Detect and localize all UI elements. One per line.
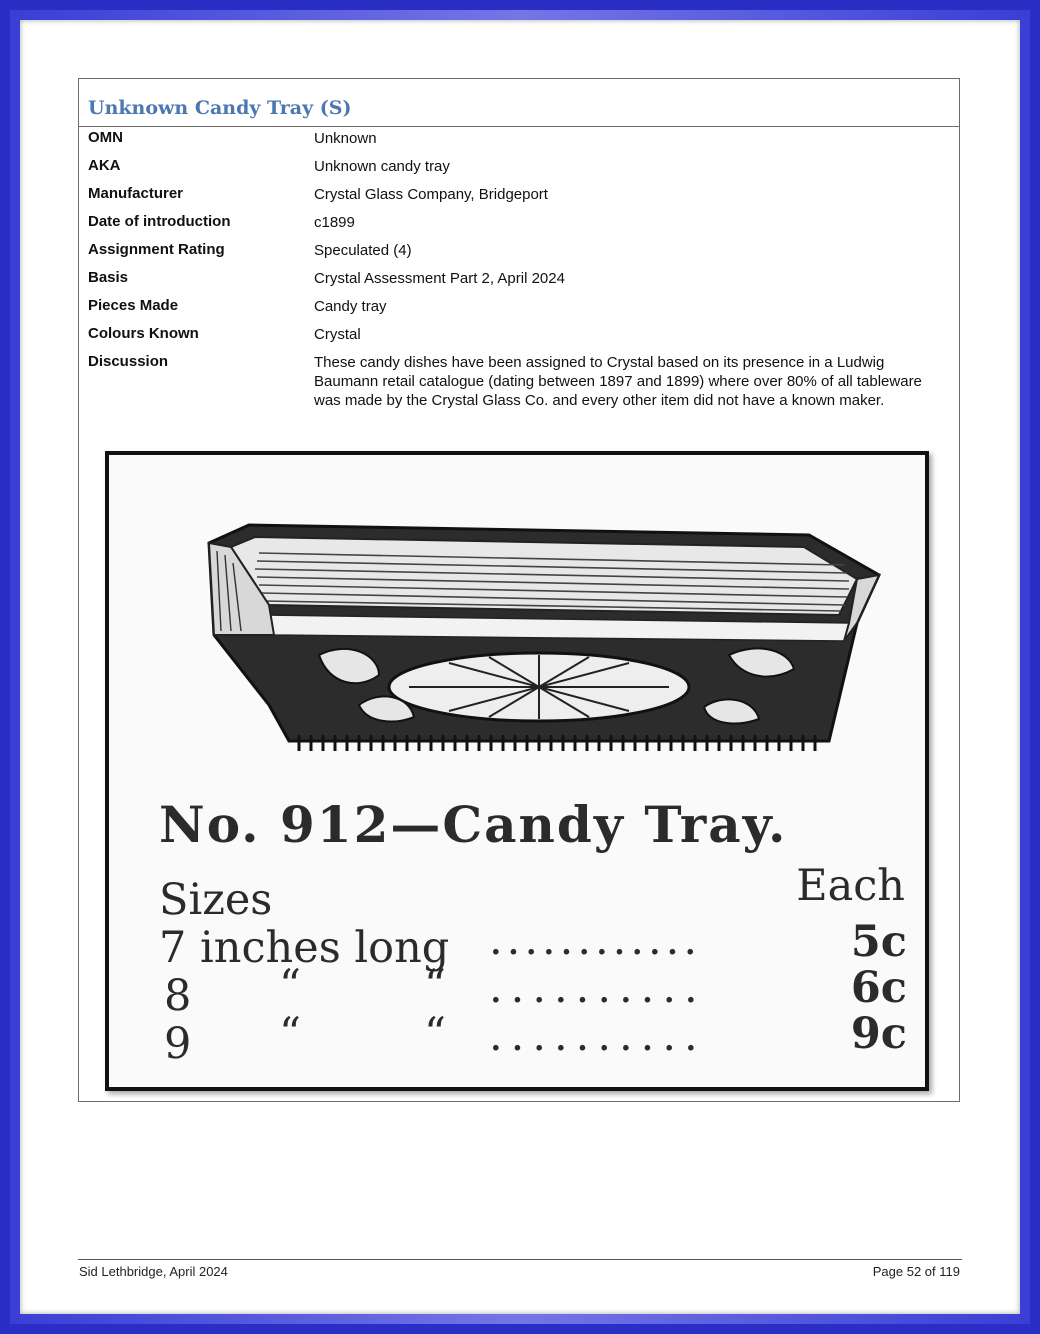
- size-row-1: 7 inches long: [159, 923, 450, 973]
- title-bar: [79, 79, 959, 127]
- catalogue-title: No. 912—Candy Tray.: [159, 795, 788, 854]
- field-label: Pieces Made: [88, 297, 179, 314]
- field-value: Crystal Assessment Part 2, April 2024: [314, 270, 565, 287]
- size-row-3: 9: [164, 1019, 192, 1069]
- field-label: Basis: [88, 269, 129, 286]
- ditto-mark: “: [424, 1009, 446, 1059]
- document-page: [20, 20, 1020, 1314]
- ditto-mark: “: [424, 961, 446, 1011]
- footer-divider: [78, 1259, 962, 1260]
- price-row-2: 6c: [850, 963, 907, 1013]
- each-label: Each: [796, 861, 905, 911]
- ditto-mark: “: [279, 961, 301, 1011]
- entry-title: Unknown Candy Tray (S): [88, 97, 352, 119]
- field-value: c1899: [314, 214, 355, 231]
- field-value: Speculated (4): [314, 242, 412, 259]
- field-label: Date of introduction: [88, 213, 231, 230]
- ditto-mark: “: [279, 1009, 301, 1059]
- field-value: These candy dishes have been assigned to Crystal based on its presence in a Ludwig Baumann retail catalogue (dating between 1897 and 1899) where over 80% of all tableware was made by the Crystal Glass Co. and every other item did not have a known maker.: [314, 354, 922, 409]
- leader-dots: ..........: [489, 963, 706, 1013]
- entry-box: [78, 78, 960, 1102]
- footer-author: Sid Lethbridge, April 2024: [79, 1264, 228, 1279]
- field-label: Manufacturer: [88, 185, 184, 202]
- field-label: OMN: [88, 129, 123, 146]
- field-value: Crystal: [314, 326, 361, 343]
- price-row-3: 9c: [850, 1009, 907, 1059]
- sizes-label: Sizes: [159, 875, 273, 925]
- field-label: Assignment Rating: [88, 241, 225, 258]
- field-value: Unknown candy tray: [314, 158, 450, 175]
- field-value: Crystal Glass Company, Bridgeport: [314, 186, 548, 203]
- field-label: Discussion: [88, 353, 169, 370]
- footer-page-number: Page 52 of 119: [872, 1264, 960, 1279]
- field-value: Candy tray: [314, 298, 387, 315]
- field-label: Colours Known: [88, 325, 199, 342]
- field-label: AKA: [88, 157, 121, 174]
- leader-dots: ............: [489, 915, 702, 965]
- leader-dots: ..........: [489, 1011, 706, 1061]
- price-row-1: 5c: [850, 917, 907, 967]
- field-value: Unknown: [314, 130, 377, 147]
- catalogue-illustration: [105, 451, 929, 1091]
- size-row-2: 8: [164, 971, 192, 1021]
